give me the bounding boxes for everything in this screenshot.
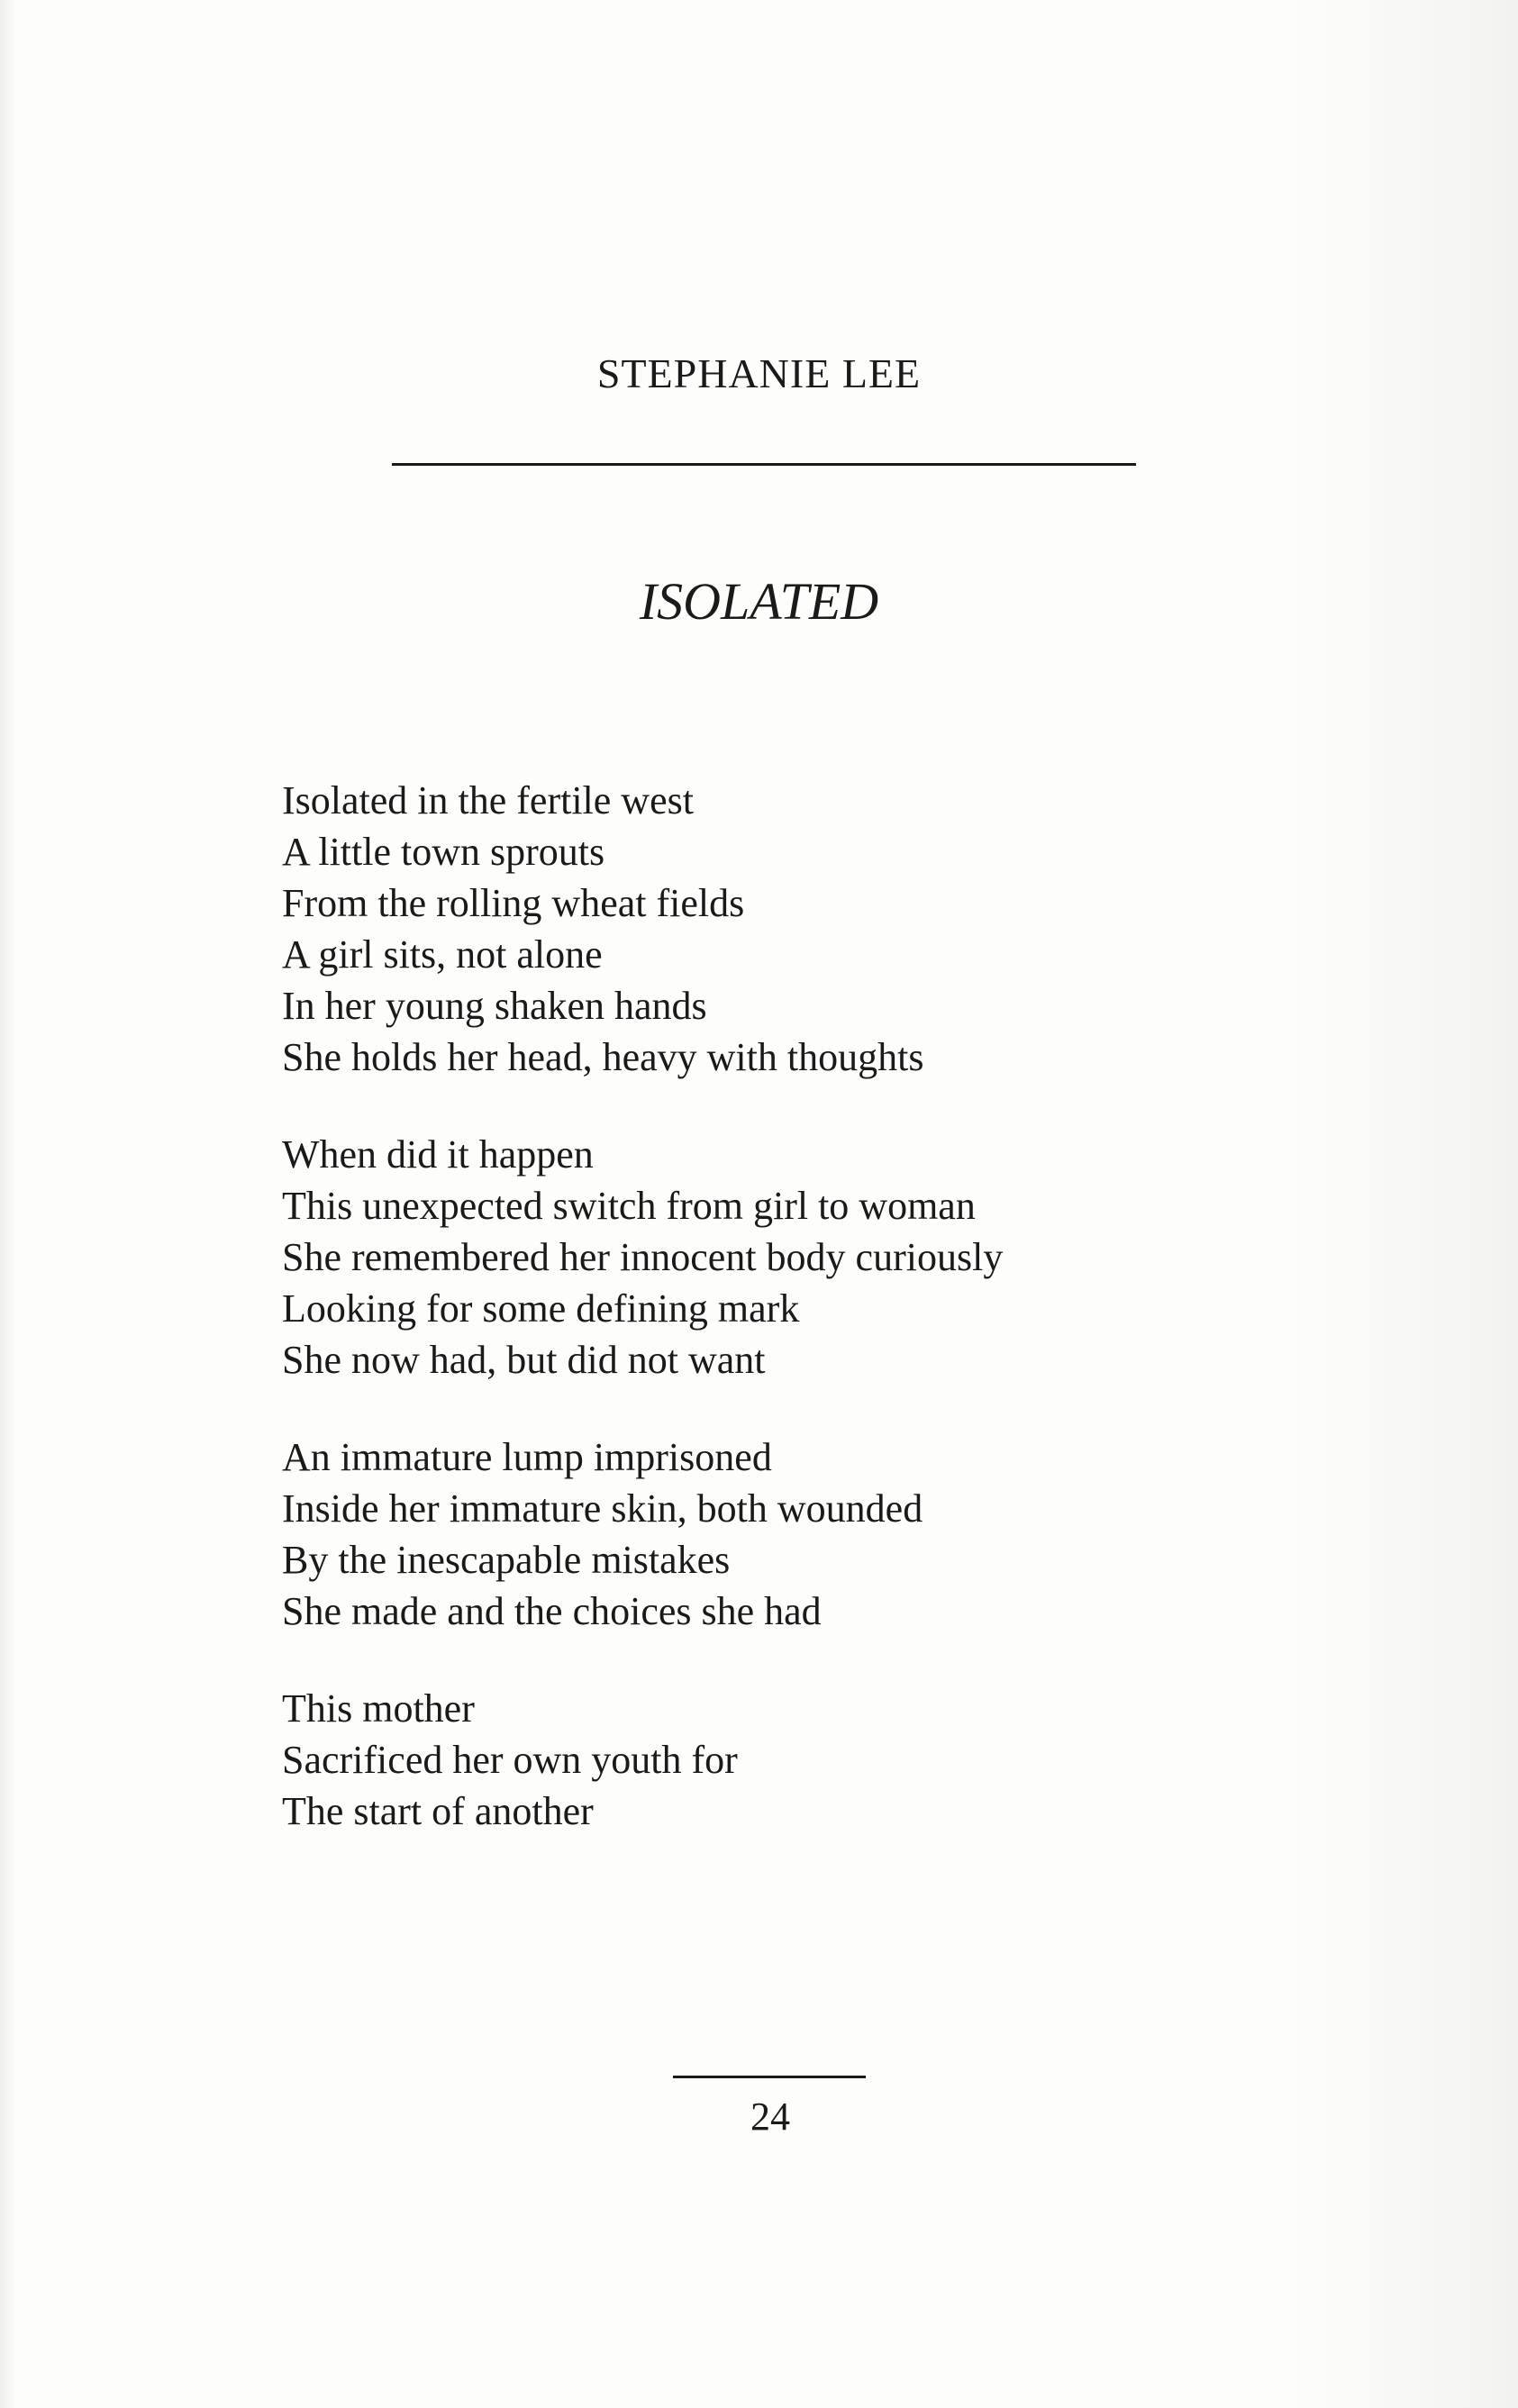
page-number: 24 <box>750 2095 790 2139</box>
poem-line: An immature lump imprisoned <box>282 1435 772 1479</box>
author-name: STEPHANIE LEE <box>596 350 922 396</box>
poem-line: A girl sits, not alone <box>282 932 603 977</box>
stanza <box>282 1683 1273 1837</box>
poem-line: This mother <box>282 1686 475 1731</box>
footer-rule <box>673 2076 866 2078</box>
poem-line: She remembered her innocent body curiously <box>282 1235 1004 1279</box>
poem-line: The start of another <box>282 1789 594 1833</box>
poem-line: Inside her immature skin, both wounded <box>282 1486 923 1531</box>
poem-line: From the rolling wheat fields <box>282 881 745 925</box>
poem-title: ISOLATED <box>639 572 879 631</box>
poem-line: A little town sprouts <box>282 830 605 874</box>
poem-line: Sacrificed her own youth for <box>282 1738 738 1782</box>
stanza <box>282 1431 1273 1637</box>
poem-line: She holds her head, heavy with thoughts <box>282 1035 924 1079</box>
stanza <box>282 1129 1273 1386</box>
stanza <box>282 775 1273 1083</box>
poem-line: By the inescapable mistakes <box>282 1538 731 1582</box>
poem-line: She now had, but did not want <box>282 1338 766 1382</box>
poem-body <box>282 775 1273 1883</box>
poem-line: She made and the choices she had <box>282 1589 822 1633</box>
poem-line: When did it happen <box>282 1132 594 1177</box>
poem-line: This unexpected switch from girl to woman <box>282 1184 976 1228</box>
header-rule <box>392 463 1136 466</box>
poem-line: Looking for some defining mark <box>282 1286 800 1331</box>
poem-line: Isolated in the fertile west <box>282 778 694 822</box>
poem-line: In her young shaken hands <box>282 984 707 1028</box>
